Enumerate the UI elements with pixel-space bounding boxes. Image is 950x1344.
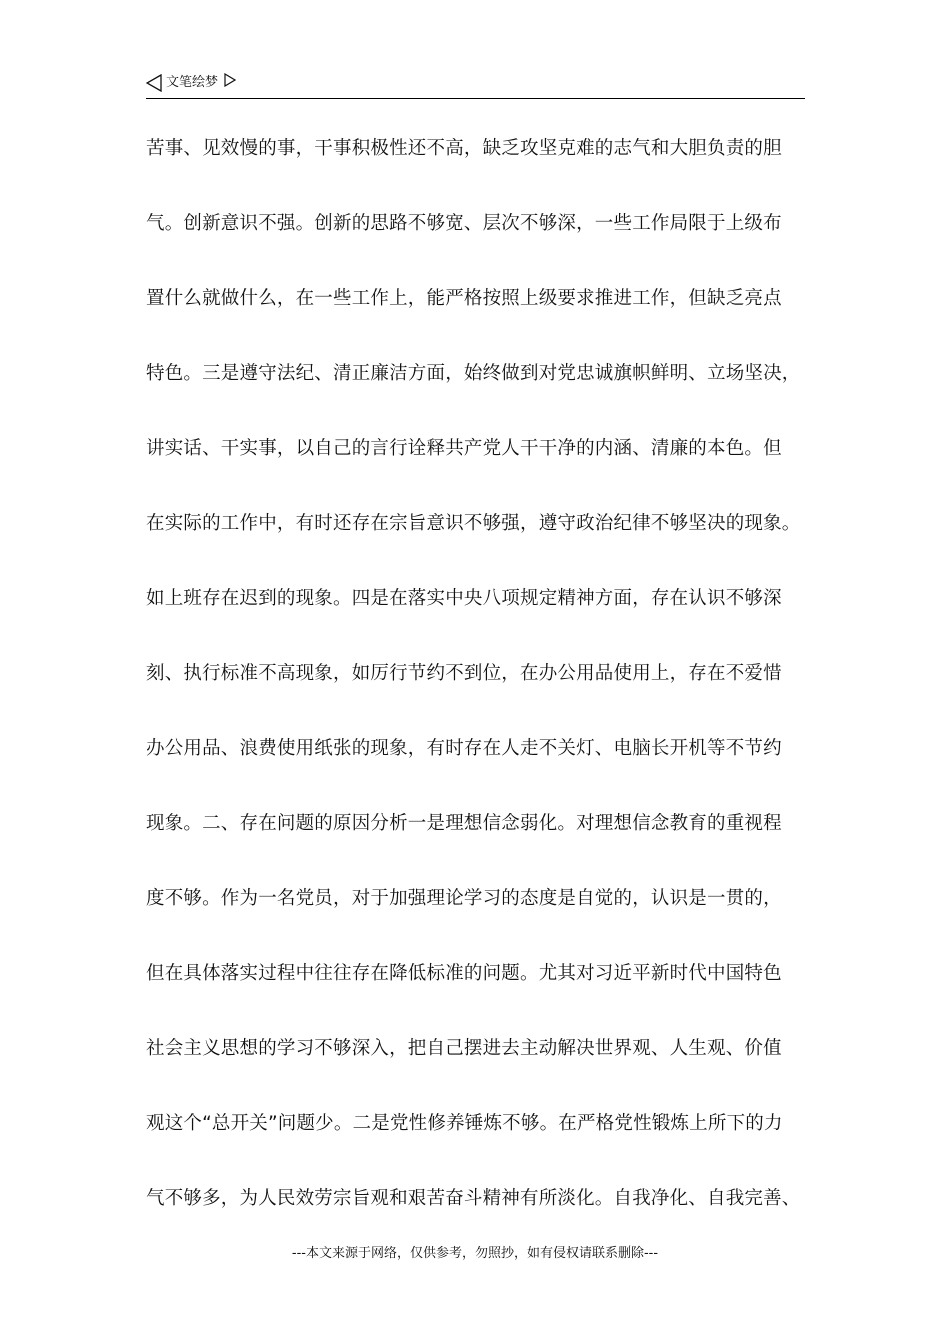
text-line: 苦事、见效慢的事，干事积极性还不高，缺乏攻坚克难的志气和大胆负责的胆 bbox=[146, 138, 782, 159]
page-header bbox=[146, 72, 805, 99]
header-title: 文笔绘梦 bbox=[166, 75, 219, 90]
text-line: 特色。三是遵守法纪、清正廉洁方面，始终做到对党忠诚旗帜鲜明、立场坚决， bbox=[146, 363, 801, 384]
document-body bbox=[146, 127, 806, 1252]
text-line: 但在具体落实过程中往往存在降低标准的问题。尤其对习近平新时代中国特色 bbox=[146, 963, 782, 984]
text-line: 现象。二、存在问题的原因分析一是理想信念弱化。对理想信念教育的重视程 bbox=[146, 813, 782, 834]
page-footer: ---本文来源于网络，仅供参考，勿照抄，如有侵权请联系删除--- bbox=[291, 1246, 659, 1261]
text-line: 讲实话、干实事，以自己的言行诠释共产党人干干净的内涵、清廉的本色。但 bbox=[146, 438, 782, 459]
text-line: 如上班存在迟到的现象。四是在落实中央八项规定精神方面，存在认识不够深 bbox=[146, 588, 782, 609]
text-line: 气不够多，为人民效劳宗旨观和艰苦奋斗精神有所淡化。自我净化、自我完善、 bbox=[146, 1188, 801, 1209]
text-line: 在实际的工作中，有时还存在宗旨意识不够强，遵守政治纪律不够坚决的现象。 bbox=[146, 513, 801, 534]
header-content bbox=[146, 74, 236, 92]
text-line: 刻、执行标准不高现象，如厉行节约不到位，在办公用品使用上，存在不爱惜 bbox=[146, 663, 782, 684]
triangle-left-icon bbox=[146, 74, 162, 92]
text-line: 度不够。作为一名党员，对于加强理论学习的态度是自觉的，认识是一贯的， bbox=[146, 888, 782, 909]
text-line: 社会主义思想的学习不够深入，把自己摆进去主动解决世界观、人生观、价值 bbox=[146, 1038, 782, 1059]
text-line: 观这个“总开关”问题少。二是党性修养锤炼不够。在严格党性锻炼上所下的力 bbox=[146, 1113, 783, 1134]
text-line: 办公用品、浪费使用纸张的现象，有时存在人走不关灯、电脑长开机等不节约 bbox=[146, 738, 782, 759]
text-line: 气。创新意识不强。创新的思路不够宽、层次不够深，一些工作局限于上级布 bbox=[146, 213, 782, 234]
triangle-right-icon bbox=[224, 73, 236, 87]
text-line: 置什么就做什么，在一些工作上，能严格按照上级要求推进工作，但缺乏亮点 bbox=[146, 288, 782, 309]
